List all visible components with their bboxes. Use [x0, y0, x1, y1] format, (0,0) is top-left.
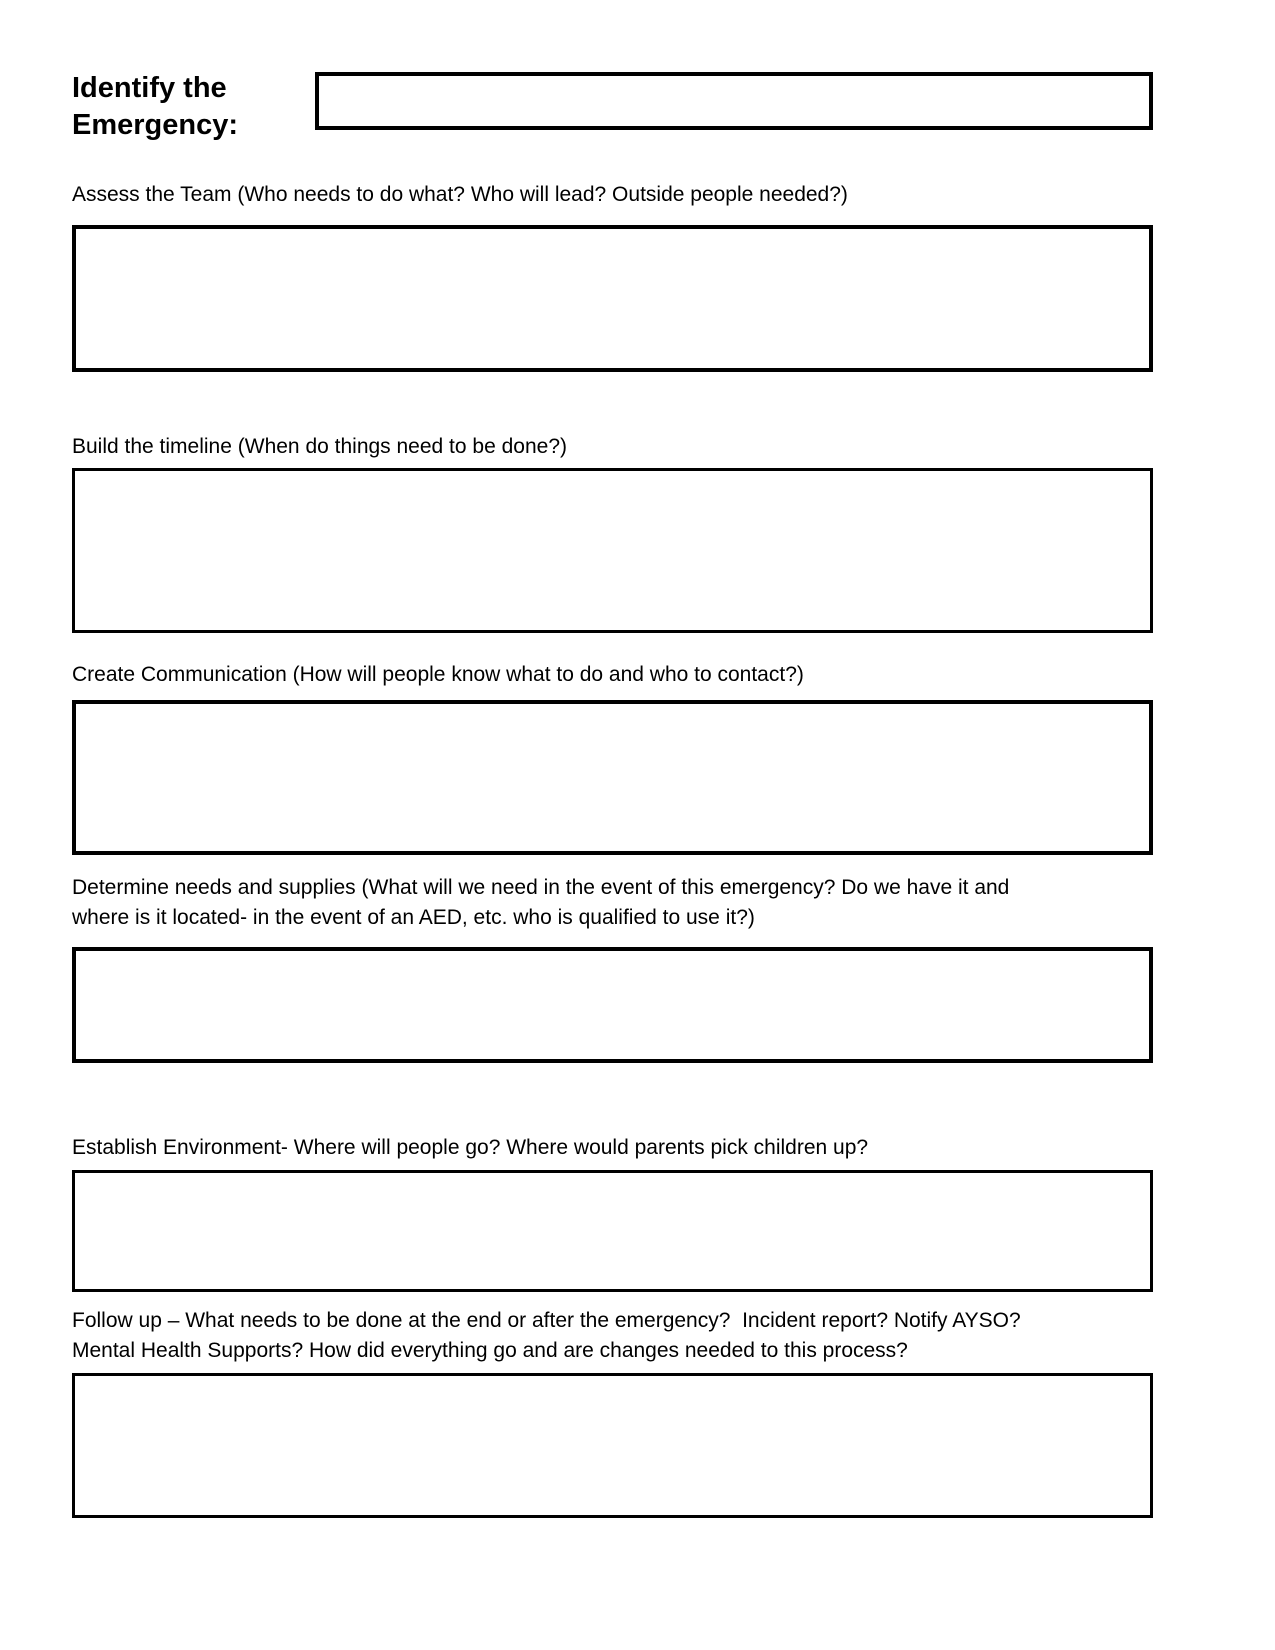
identify-emergency-input-box[interactable] — [315, 72, 1153, 130]
follow-up-input-box[interactable] — [72, 1373, 1153, 1518]
assess-team-label: Assess the Team (Who needs to do what? Who will lead? Outside people needed?) — [72, 183, 848, 206]
section-follow-up — [72, 1306, 1153, 1518]
follow-up-label: Follow up – What needs to be done at the end or after the emergency? Incident report? Notify AYSO? Mental Health Supports? How did everything go and are changes needed to this process? — [72, 1309, 1027, 1362]
establish-environment-input-box[interactable] — [72, 1170, 1153, 1292]
page-title: Identify the Emergency: — [72, 72, 239, 141]
section-determine-needs-supplies — [72, 873, 1153, 1063]
build-timeline-label: Build the timeline (When do things need to be done?) — [72, 435, 567, 458]
section-assess-team — [72, 180, 1153, 372]
create-communication-label: Create Communication (How will people know what to do and who to contact?) — [72, 663, 804, 686]
build-timeline-input-box[interactable] — [72, 468, 1153, 633]
establish-environment-label: Establish Environment- Where will people go? Where would parents pick children up? — [72, 1136, 869, 1159]
determine-needs-supplies-label: Determine needs and supplies (What will we need in the event of this emergency? Do we have it and where is it located- in the event of an AED, etc. who is qualified to use it?) — [72, 876, 1016, 929]
header — [72, 70, 1153, 144]
assess-team-input-box[interactable] — [72, 225, 1153, 372]
determine-needs-supplies-input-box[interactable] — [72, 947, 1153, 1063]
section-build-timeline — [72, 432, 1153, 633]
section-create-communication — [72, 660, 1153, 855]
create-communication-input-box[interactable] — [72, 700, 1153, 855]
section-establish-environment — [72, 1133, 1153, 1292]
